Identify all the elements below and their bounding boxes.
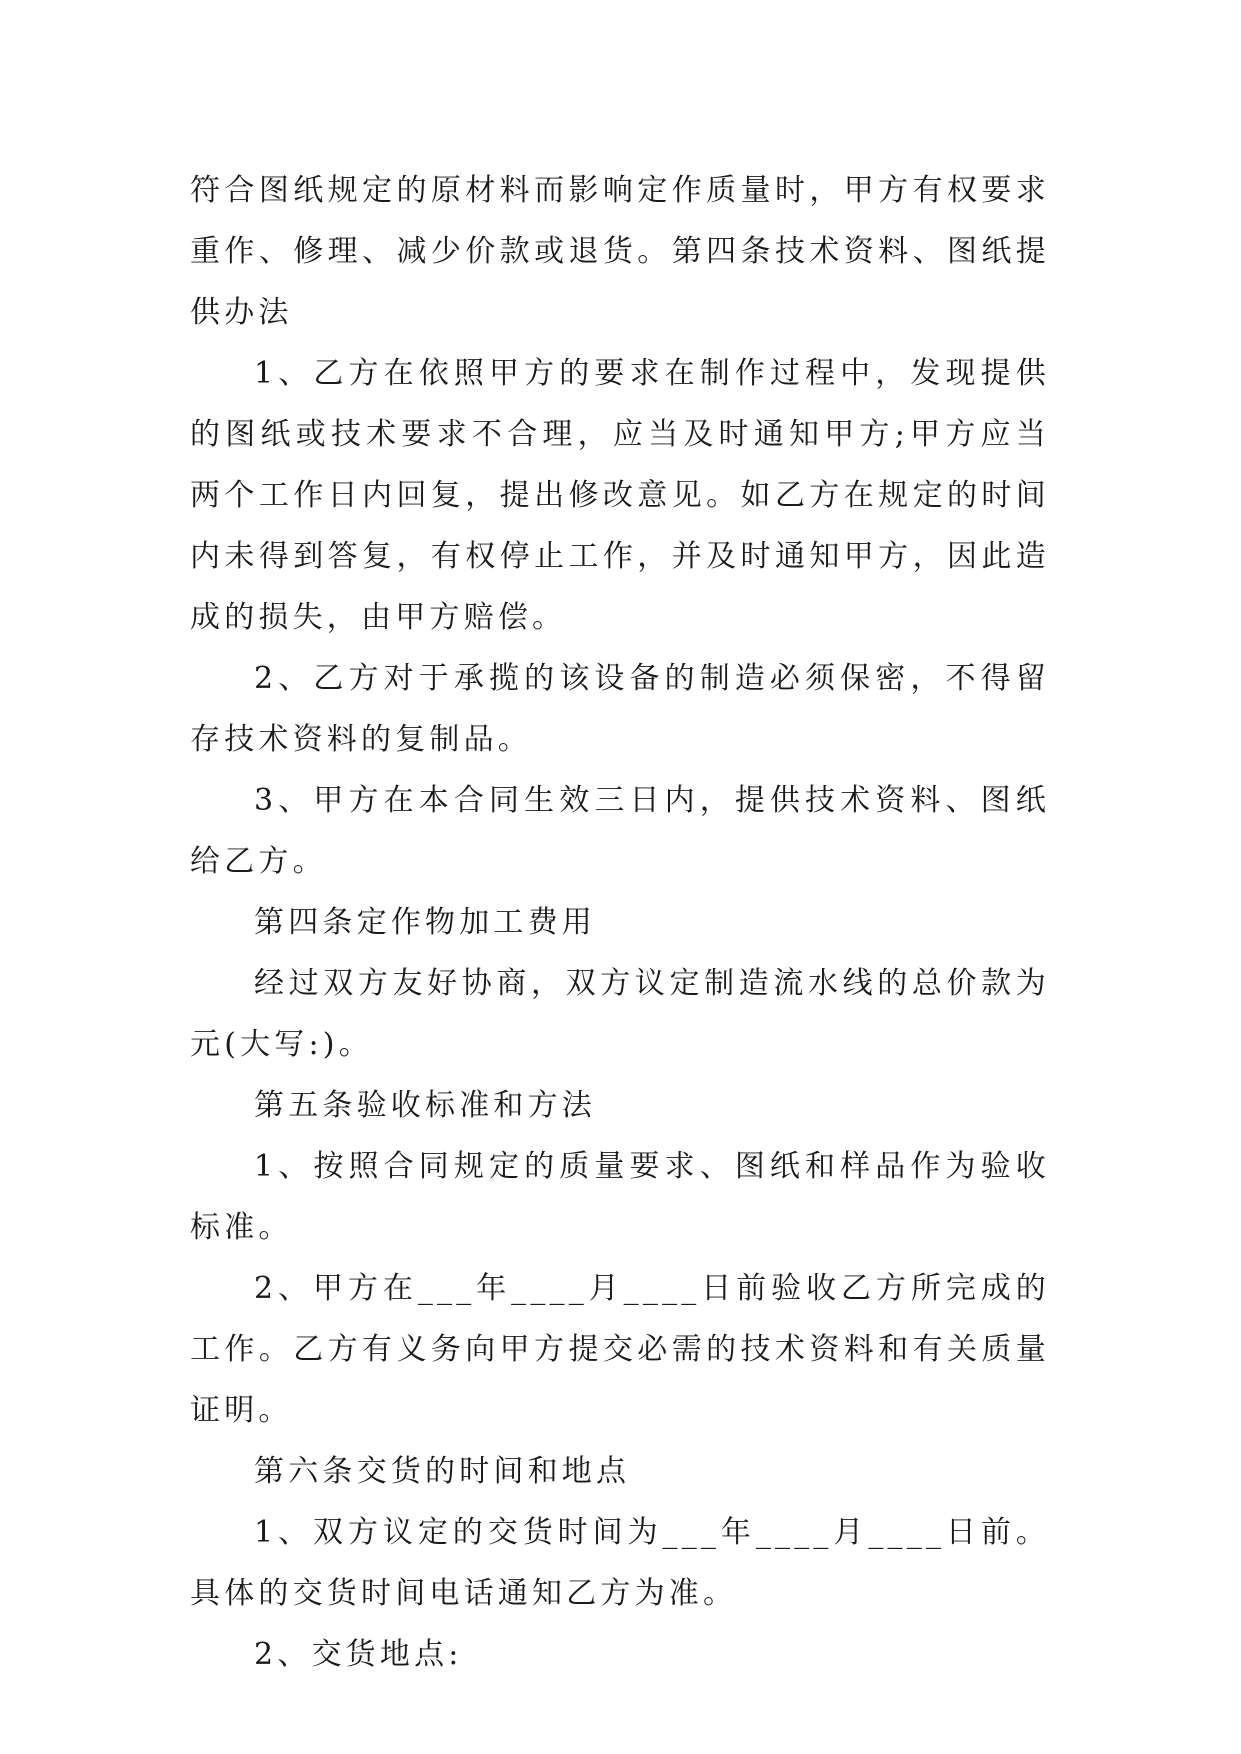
document-page (190, 160, 1050, 1685)
paragraph-2: 1、乙方在依照甲方的要求在制作过程中，发现提供的图纸或技术要求不合理，应当及时通知甲方;甲方应当两个工作日内回复，提出修改意见。如乙方在规定的时间内未得到答复，有权停止工作，并及时通知甲方，因此造成的损失，由甲方赔偿。 (190, 356, 1050, 635)
paragraph-8: 1、按照合同规定的质量要求、图纸和样品作为验收标准。 (190, 1149, 1050, 1245)
paragraph-11: 1、双方议定的交货时间为___年____月____日前。具体的交货时间电话通知乙方为准。 (190, 1515, 1050, 1611)
paragraph-9: 2、甲方在___年____月____日前验收乙方所完成的工作。乙方有义务向甲方提交必需的技术资料和有关质量证明。 (190, 1271, 1050, 1428)
section-heading-article-5: 第五条验收标准和方法 (254, 1088, 596, 1123)
paragraph-4: 3、甲方在本合同生效三日内，提供技术资料、图纸给乙方。 (190, 783, 1050, 879)
paragraph-6: 经过双方友好协商，双方议定制造流水线的总价款为元(大写:)。 (190, 966, 1050, 1062)
paragraph-3: 2、乙方对于承揽的该设备的制造必须保密，不得留存技术资料的复制品。 (190, 661, 1050, 757)
paragraph-1: 符合图纸规定的原材料而影响定作质量时，甲方有权要求重作、修理、减少价款或退货。第四条技术资料、图纸提供办法 (190, 173, 1050, 330)
section-heading-article-6: 第六条交货的时间和地点 (254, 1454, 631, 1489)
section-heading-article-4: 第四条定作物加工费用 (254, 905, 596, 940)
paragraph-12: 2、交货地点: (254, 1637, 463, 1672)
